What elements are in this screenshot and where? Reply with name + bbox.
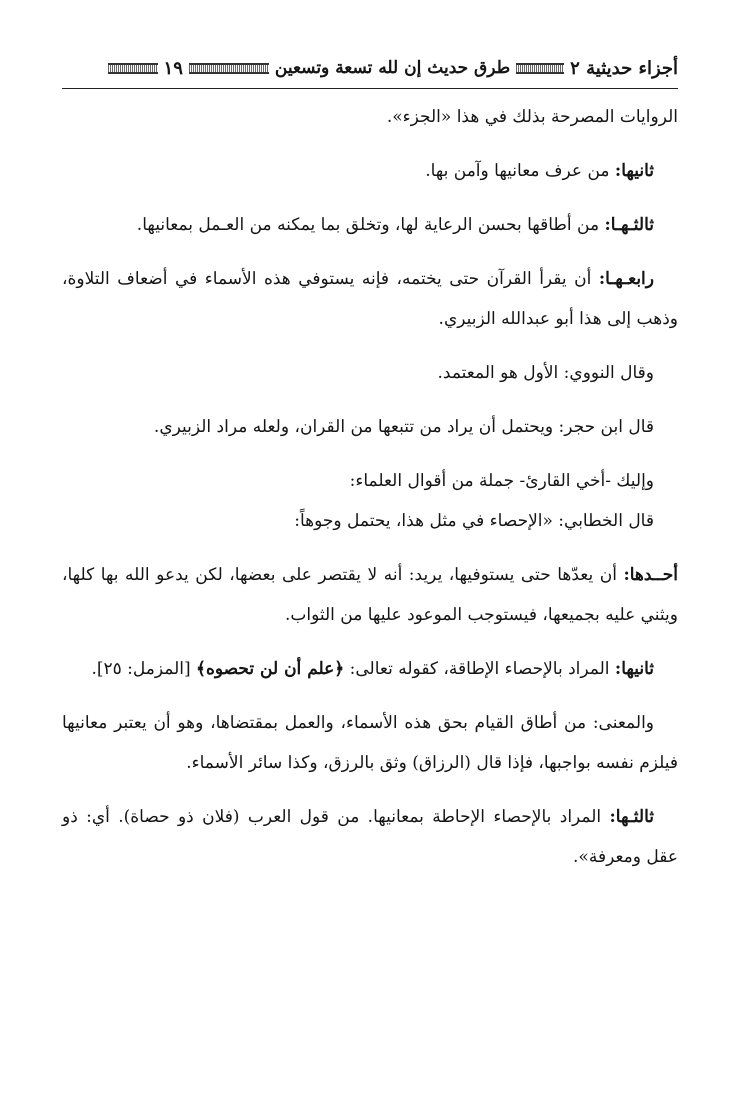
running-header xyxy=(62,48,678,89)
paragraph-text: قال ابن حجر: ويحتمل أن يراد من تتبعها من القران، ولعله مراد الزبيري. xyxy=(153,417,654,437)
paragraph-text: وقال النووي: الأول هو المعتمد. xyxy=(437,363,654,383)
header-rule-ornament xyxy=(108,63,158,74)
paragraph xyxy=(62,259,678,339)
paragraph xyxy=(62,555,678,635)
paragraph-lead: أحــدها: xyxy=(623,565,678,585)
paragraph-text: من أطاقها بحسن الرعاية لها، وتخلق بما يمكنه من العـمل بمعانيها. xyxy=(136,215,605,235)
book-page xyxy=(62,48,678,877)
paragraph-text: قال الخطابي: «الإحصاء في مثل هذا، يحتمل وجوهاً: xyxy=(294,511,654,531)
paragraph-lead: ثانيها: xyxy=(614,161,654,181)
paragraph-lead: رابعـهـا: xyxy=(598,269,654,289)
paragraph xyxy=(62,407,678,447)
paragraph xyxy=(62,461,678,501)
header-rule-ornament xyxy=(189,63,269,74)
paragraph-lead: ثالثـهـا: xyxy=(604,215,654,235)
paragraph-text: والمعنى: من أطاق القيام بحق هذه الأسماء، والعمل بمقتضاها، وهو أن يعتبر معانيها فيلزم نفسه بواجبها، فإذا قال (الرزاق) وثق بالرزق، وكذا سائر الأسماء. xyxy=(62,713,678,773)
paragraph-lead: ثالثـها: xyxy=(609,807,654,827)
quran-quote: ﴿علم أن لن تحصوه﴾ xyxy=(196,659,345,679)
paragraph xyxy=(62,501,678,541)
paragraph xyxy=(62,353,678,393)
paragraph xyxy=(62,649,678,689)
book-title: طرق حديث إن لله تسعة وتسعين xyxy=(274,58,511,78)
paragraph-text: المراد بالإحصاء الإطاقة، كقوله تعالى: xyxy=(344,659,615,679)
paragraph-text: [المزمل: ٢٥]. xyxy=(91,659,197,679)
paragraph xyxy=(62,97,678,137)
header-rule-ornament xyxy=(516,63,564,74)
paragraph-text: من عرف معانيها وآمن بها. xyxy=(425,161,615,181)
paragraph-text: أن يعدّها حتى يستوفيها، يريد: أنه لا يقتصر على بعضها، لكن يدعو الله بها كلها، ويثني عليه بجميعها، فيستوجب الموعود عليها من الثواب. xyxy=(62,565,678,625)
paragraph-text: أن يقرأ القرآن حتى يختمه، فإنه يستوفي هذه الأسماء في أضعاف التلاوة، وذهب إلى هذا أبو عبدالله الزبيري. xyxy=(62,269,678,329)
series-title: أجزاء حديثية ٢ xyxy=(570,57,678,79)
paragraph xyxy=(62,205,678,245)
paragraph xyxy=(62,703,678,783)
paragraph-text: الروايات المصرحة بذلك في هذا «الجزء». xyxy=(386,107,678,127)
paragraph-text: المراد بالإحصاء الإحاطة بمعانيها. من قول العرب (فلان ذو حصاة). أي: ذو عقل ومعرفة». xyxy=(62,807,678,867)
paragraph-text: وإليك -أخي القارئ- جملة من أقوال العلماء: xyxy=(349,471,654,491)
paragraph-lead: ثانيها: xyxy=(614,659,654,679)
paragraph xyxy=(62,797,678,877)
paragraph xyxy=(62,151,678,191)
page-number: ١٩ xyxy=(163,57,183,79)
